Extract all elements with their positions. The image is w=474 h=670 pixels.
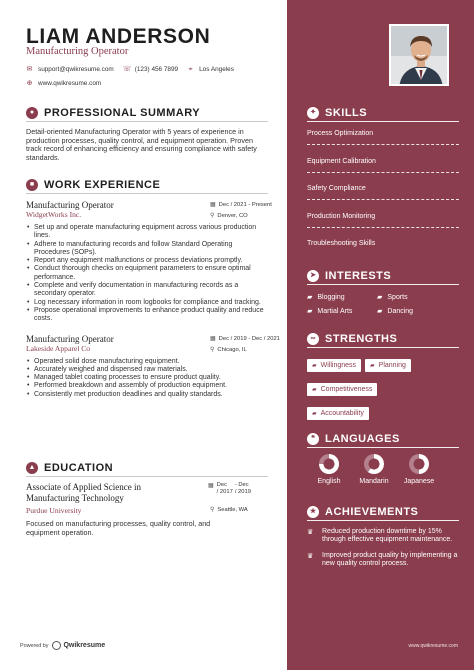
pin-icon: ⚲ bbox=[210, 213, 215, 219]
strength-badge: ▰ Planning bbox=[365, 359, 411, 372]
strengths-section bbox=[307, 332, 459, 426]
job-title: Manufacturing Operator bbox=[26, 200, 114, 210]
education-location: ⚲ Seattle, WA bbox=[210, 507, 248, 513]
pin-icon: ⚲ bbox=[210, 346, 215, 353]
contact-row bbox=[26, 66, 243, 73]
brand-logo-icon bbox=[52, 641, 61, 650]
language-item bbox=[309, 454, 349, 485]
language-item bbox=[354, 454, 394, 485]
list-item: ▰ Sports bbox=[377, 293, 408, 301]
list-item: Production Monitoring bbox=[307, 208, 459, 236]
footer-website[interactable]: www.qwikresume.com bbox=[408, 643, 458, 649]
education-text: Focused on manufacturing processes, quality control, and equipment operation. bbox=[26, 519, 211, 537]
location-text: Los Angeles bbox=[199, 66, 234, 73]
book-icon: ▰ bbox=[312, 411, 317, 417]
job-bullets bbox=[26, 224, 266, 324]
phone-text: (123) 456 7899 bbox=[134, 66, 179, 73]
interests-section bbox=[307, 269, 459, 315]
summary-heading: PROFESSIONAL SUMMARY bbox=[44, 106, 201, 119]
list-item: • Operated solid dose manufacturing equipment. bbox=[26, 358, 266, 366]
strengths-header bbox=[307, 332, 459, 348]
trophy-icon: ★ bbox=[307, 506, 319, 518]
powered-by-text: Powered by bbox=[20, 642, 49, 649]
list-item: Troubleshooting Skills bbox=[307, 240, 376, 247]
lightbulb-icon: ✦ bbox=[307, 107, 319, 119]
strength-badge: ▰ Willingness bbox=[307, 359, 361, 372]
list-item: ▰ Dancing bbox=[377, 307, 414, 315]
list-item: ♛ Improved product quality by implementing a new quality control process. bbox=[307, 551, 458, 568]
experience-section bbox=[26, 178, 280, 399]
list-item: • Adhere to manufacturing records and follow Standard Operating Procedures (SOPs). bbox=[26, 241, 266, 258]
language-name: English bbox=[317, 478, 341, 485]
list-item: • Propose operational improvements to enhance product quality and reduce costs. bbox=[26, 307, 266, 324]
list-item: • Accurately weighed and dispensed raw materials. bbox=[26, 366, 266, 374]
education-dates: ▦ Dec / 2017 - Dec / 2019 bbox=[208, 482, 251, 495]
website-row bbox=[26, 80, 110, 87]
languages-list bbox=[309, 454, 439, 485]
globe-icon: ⊕ bbox=[26, 80, 33, 87]
education-section bbox=[26, 461, 268, 537]
list-item: Process Optimization bbox=[307, 125, 459, 153]
contact-email[interactable] bbox=[26, 66, 114, 73]
education-heading: EDUCATION bbox=[44, 461, 114, 474]
language-name: Japanese bbox=[403, 478, 435, 485]
phone-icon: ☏ bbox=[122, 66, 132, 73]
book-icon: ▰ bbox=[312, 363, 317, 369]
candidate-name: LIAM ANDERSON bbox=[26, 25, 211, 48]
speech-bubble-icon: ❝ bbox=[307, 433, 319, 445]
calendar-icon: ▦ bbox=[210, 335, 216, 342]
list-item: ♛ Reduced production downtime by 15% through effective equipment maintenance. bbox=[307, 528, 453, 544]
candidate-title: Manufacturing Operator bbox=[26, 46, 129, 57]
book-icon: ▰ bbox=[307, 308, 313, 315]
list-item: • Complete and verify documentation in manufacturing records as a secondary operator. bbox=[26, 282, 266, 299]
strengths-list bbox=[307, 354, 459, 426]
experience-heading: WORK EXPERIENCE bbox=[44, 178, 161, 191]
job-title: Manufacturing Operator bbox=[26, 333, 114, 344]
person-icon: ● bbox=[26, 107, 38, 119]
strength-badge: ▰ Accountability bbox=[307, 407, 369, 420]
briefcase-icon: ■ bbox=[26, 179, 38, 191]
education-degree: Associate of Applied Science in Manufacturing Technology bbox=[26, 482, 141, 503]
compass-icon: ➤ bbox=[307, 270, 319, 282]
sidebar bbox=[287, 0, 474, 670]
experience-header bbox=[26, 178, 268, 194]
language-item bbox=[399, 454, 439, 485]
education-school: Purdue University bbox=[26, 506, 82, 515]
list-item: • Consistently met production deadlines and quality standards. bbox=[26, 391, 266, 399]
location-pin-icon: ⌖ bbox=[188, 66, 193, 73]
contact-location bbox=[187, 66, 234, 73]
language-level-ring bbox=[409, 454, 429, 474]
summary-text: Detail-oriented Manufacturing Operator with 5 years of experience in production processes, quality control, and equipment operation. Proven track record of enhancing efficiency and ensuring compliance with safety standards. bbox=[26, 127, 257, 162]
interests-header bbox=[307, 269, 459, 285]
pin-icon: ⚲ bbox=[210, 507, 215, 513]
summary-section bbox=[26, 106, 268, 162]
achievements-header bbox=[307, 505, 459, 521]
interests-list bbox=[307, 293, 459, 315]
strengths-heading: STRENGTHS bbox=[325, 332, 398, 345]
job-entry bbox=[26, 200, 272, 324]
job-dates: ▦ Dec / 2021 - Present bbox=[210, 202, 272, 208]
list-item: Equipment Calibration bbox=[307, 153, 459, 181]
footer bbox=[20, 641, 105, 650]
achievements-section bbox=[307, 505, 459, 569]
job-bullets bbox=[26, 358, 266, 399]
skills-section bbox=[307, 106, 459, 263]
job-dates: ▦ Dec / 2019 - Dec / 2021 bbox=[210, 335, 280, 342]
achievements-heading: ACHIEVEMENTS bbox=[325, 505, 419, 518]
list-item: • Report any equipment malfunctions or process deviations promptly. bbox=[26, 257, 266, 265]
languages-section bbox=[307, 432, 459, 485]
job-location: ⚲ Denver, CO bbox=[210, 213, 248, 219]
job-location: ⚲ Chicago, IL bbox=[210, 346, 247, 353]
calendar-icon: ▦ bbox=[208, 483, 214, 489]
summary-header bbox=[26, 106, 268, 122]
book-icon: ▰ bbox=[307, 294, 313, 301]
trophy-icon: ♛ bbox=[307, 529, 314, 536]
job-entry bbox=[26, 333, 280, 399]
list-item: • Set up and operate manufacturing equipment across various production lines. bbox=[26, 224, 266, 241]
link-icon: ∞ bbox=[307, 333, 319, 345]
avatar bbox=[391, 26, 449, 86]
graduation-cap-icon: ▲ bbox=[26, 462, 38, 474]
list-item: • Performed breakdown and assembly of production equipment. bbox=[26, 382, 266, 390]
book-icon: ▰ bbox=[370, 363, 375, 369]
list-item: ▰ Martial Arts bbox=[307, 307, 353, 315]
list-item: Safety Compliance bbox=[307, 180, 459, 208]
list-item: • Log necessary information in room logbooks for compliance and tracking. bbox=[26, 299, 266, 307]
interests-heading: INTERESTS bbox=[325, 269, 392, 282]
language-name: Mandarin bbox=[359, 478, 389, 485]
calendar-icon: ▦ bbox=[210, 202, 216, 208]
job-company: Lakeside Apparel Co bbox=[26, 343, 91, 353]
list-item: • Managed tablet coating processes to ensure product quality. bbox=[26, 374, 266, 382]
strength-badge: ▰ Competitiveness bbox=[307, 383, 377, 396]
language-level-ring bbox=[364, 454, 384, 474]
job-company: WidgetWorks Inc. bbox=[26, 210, 82, 219]
trophy-icon: ♛ bbox=[307, 552, 314, 560]
skills-header bbox=[307, 106, 459, 122]
education-entry bbox=[26, 482, 268, 537]
email-text: support@qwikresume.com bbox=[38, 66, 114, 73]
website-text: www.qwikresume.com bbox=[38, 80, 102, 87]
book-icon: ▰ bbox=[312, 387, 317, 393]
contact-phone[interactable] bbox=[123, 66, 178, 73]
book-icon: ▰ bbox=[377, 308, 383, 315]
skills-heading: SKILLS bbox=[325, 106, 368, 119]
education-header bbox=[26, 461, 268, 477]
book-icon: ▰ bbox=[377, 294, 383, 301]
languages-heading: LANGUAGES bbox=[325, 432, 400, 445]
list-item: • Conduct thorough checks on equipment parameters to ensure optimal performance. bbox=[26, 265, 266, 282]
brand-logo[interactable]: Qwikresume bbox=[52, 641, 105, 650]
languages-header bbox=[307, 432, 459, 448]
contact-website[interactable] bbox=[26, 80, 101, 87]
skills-list bbox=[307, 125, 459, 263]
list-item: ▰ Blogging bbox=[307, 293, 345, 301]
email-icon: ✉ bbox=[26, 66, 33, 73]
language-level-ring bbox=[319, 454, 339, 474]
profile-photo bbox=[389, 24, 449, 86]
